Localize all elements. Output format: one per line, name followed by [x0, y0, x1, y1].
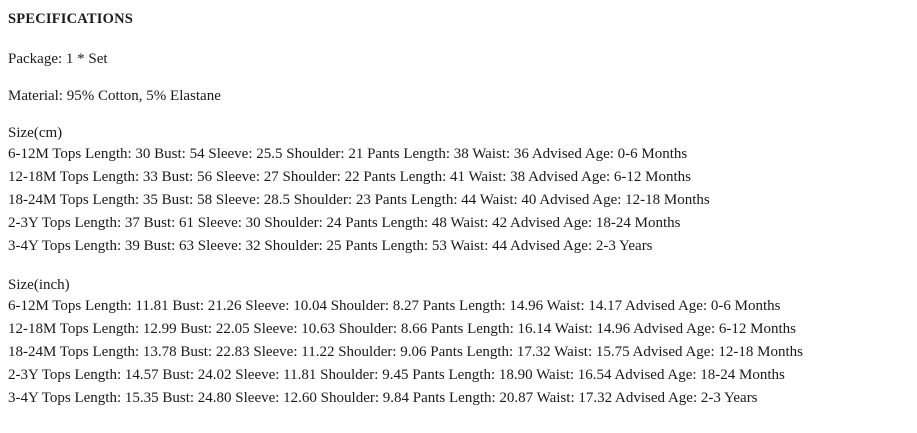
size-inch-section [8, 276, 909, 410]
material-line: Material: 95% Cotton, 5% Elastane [8, 88, 221, 104]
list-item: 6-12M Tops Length: 11.81 Bust: 21.26 Sleeve: 10.04 Shoulder: 8.27 Pants Length: 14.96 Waist: 14.17 Advised Age: 0-6 Months [8, 298, 781, 314]
list-item: 3-4Y Tops Length: 39 Bust: 63 Sleeve: 32 Shoulder: 25 Pants Length: 53 Waist: 44 Advised Age: 2-3 Years [8, 238, 653, 254]
list-item: 12-18M Tops Length: 12.99 Bust: 22.05 Sleeve: 10.63 Shoulder: 8.66 Pants Length: 16.14 Waist: 14.96 Advised Age: 6-12 Months [8, 321, 797, 337]
list-item: 3-4Y Tops Length: 15.35 Bust: 24.80 Sleeve: 12.60 Shoulder: 9.84 Pants Length: 20.87 Waist: 17.32 Advised Age: 2-3 Years [8, 390, 758, 406]
list-item: 18-24M Tops Length: 13.78 Bust: 22.83 Sleeve: 11.22 Shoulder: 9.06 Pants Length: 17.32 Waist: 15.75 Advised Age: 12-18 Months [8, 344, 803, 360]
spacer [8, 28, 909, 50]
spacer [8, 69, 909, 87]
package-line: Package: 1 * Set [8, 51, 108, 67]
spacer [8, 258, 909, 276]
size-inch-label: Size(inch) [8, 277, 70, 293]
spacer [8, 106, 909, 124]
list-item: 12-18M Tops Length: 33 Bust: 56 Sleeve: 27 Shoulder: 22 Pants Length: 41 Waist: 38 Advised Age: 6-12 Months [8, 169, 692, 185]
list-item: 6-12M Tops Length: 30 Bust: 54 Sleeve: 25.5 Shoulder: 21 Pants Length: 38 Waist: 36 Advised Age: 0-6 Months [8, 146, 688, 162]
page-title: SPECIFICATIONS [8, 11, 134, 27]
list-item: 18-24M Tops Length: 35 Bust: 58 Sleeve: 28.5 Shoulder: 23 Pants Length: 44 Waist: 40 Advised Age: 12-18 Months [8, 192, 710, 208]
size-cm-label: Size(cm) [8, 125, 63, 141]
list-item: 2-3Y Tops Length: 37 Bust: 61 Sleeve: 30 Shoulder: 24 Pants Length: 48 Waist: 42 Advised Age: 18-24 Months [8, 215, 681, 231]
size-cm-section [8, 124, 909, 258]
list-item: 2-3Y Tops Length: 14.57 Bust: 24.02 Sleeve: 11.81 Shoulder: 9.45 Pants Length: 18.90 Waist: 16.54 Advised Age: 18-24 Months [8, 367, 785, 383]
